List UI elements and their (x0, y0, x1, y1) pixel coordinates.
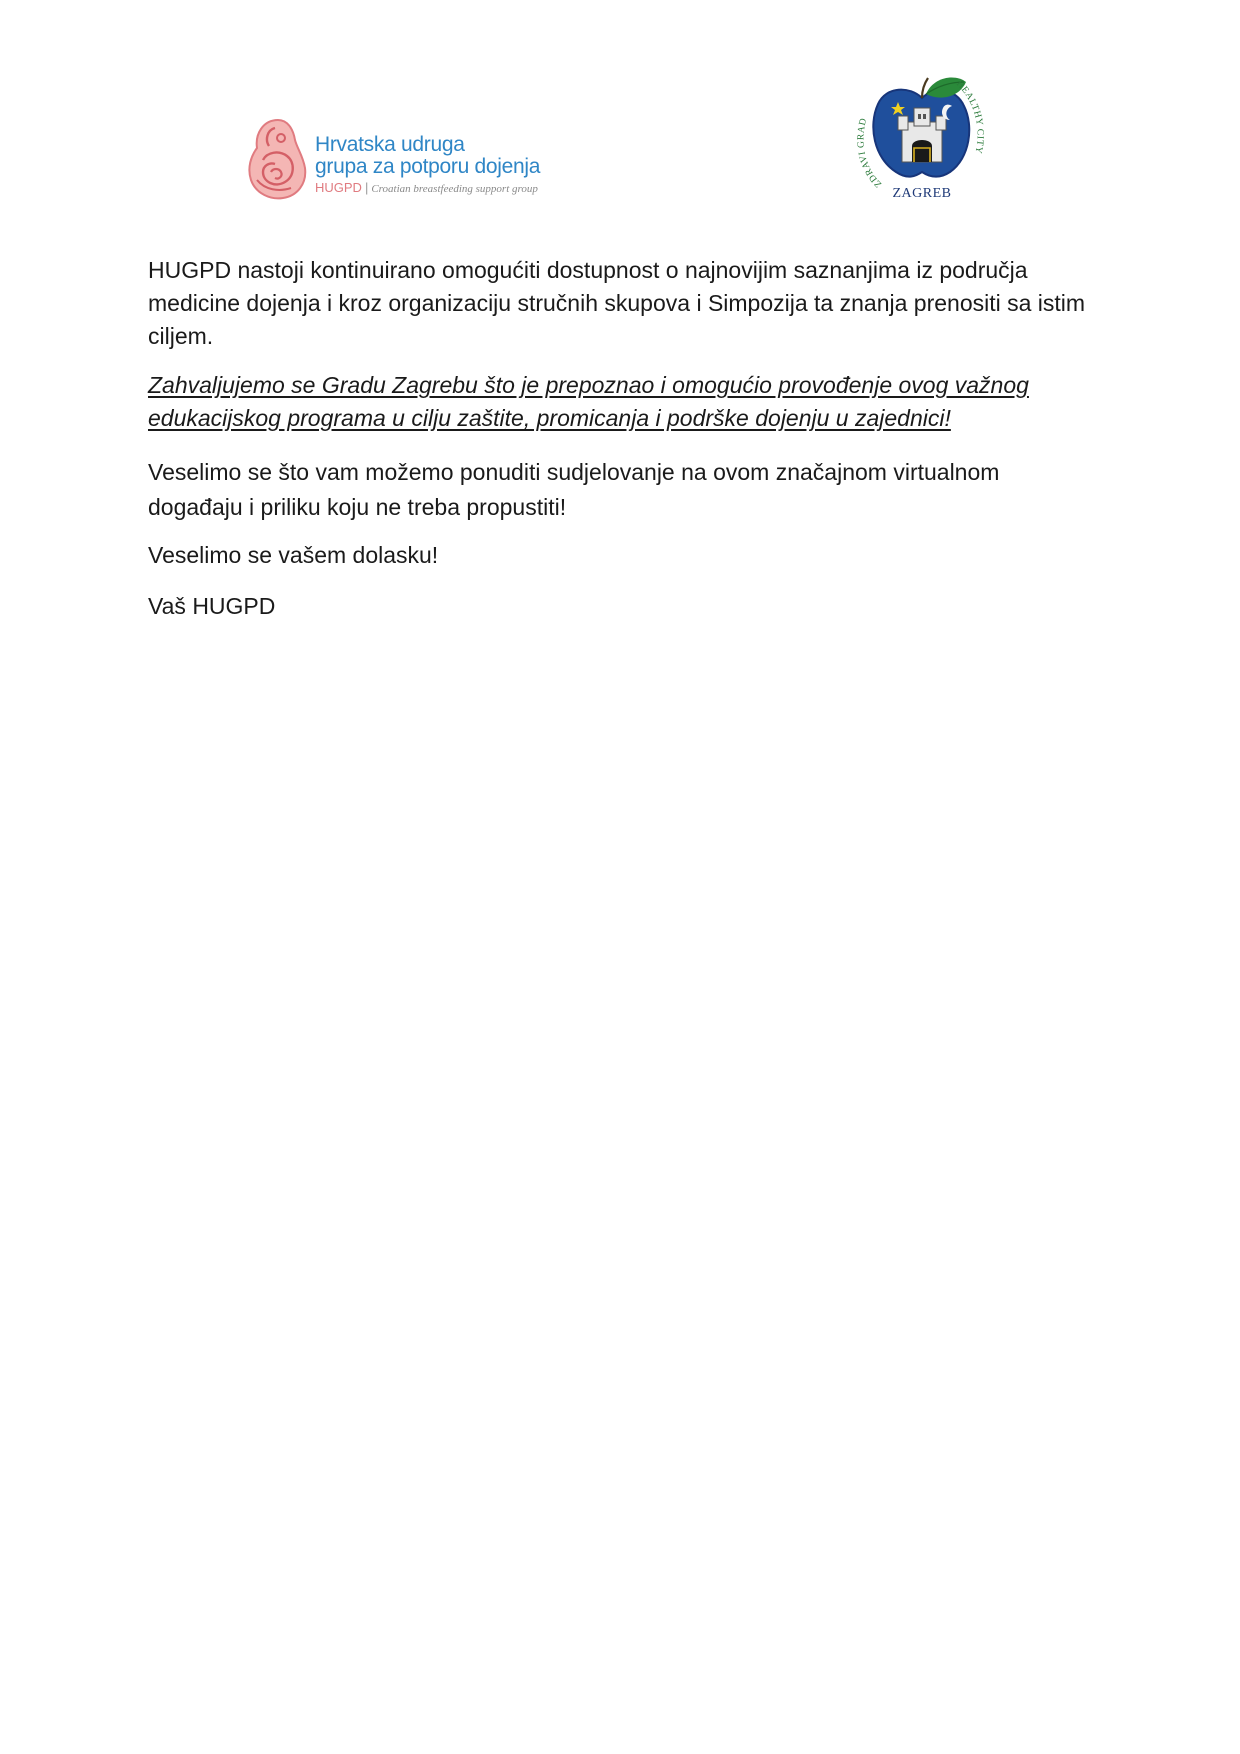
hugpd-logo-text (315, 134, 540, 197)
logo-title-line-1: Hrvatska udruga (315, 133, 465, 156)
invitation-paragraph: Veselimo se što vam možemo ponuditi sudjelovanje na ovom značajnom virtualnom događaju i priliku koju ne treba propustiti! (148, 459, 1000, 520)
apple-castle-emblem-icon (852, 72, 992, 192)
hugpd-logo (245, 116, 565, 202)
letter-body (148, 254, 1098, 639)
logo-separator: | (364, 180, 369, 195)
mother-child-logo-icon (245, 116, 311, 202)
welcome-paragraph: Veselimo se vašem dolasku! (148, 542, 439, 568)
logo-english-name: Croatian breastfeeding support group (371, 183, 538, 195)
logo-title-line-2: grupa za potporu dojenja (315, 155, 541, 178)
intro-paragraph: HUGPD nastoji kontinuirano omogućiti dostupnost o najnovijim saznanjima iz područja medicine dojenja i kroz organizaciju stručnih skupova i Simpozija ta znanja prenositi sa istim ciljem. (148, 257, 1086, 349)
logo-abbreviation: HUGPD (315, 180, 362, 195)
signature: Vaš HUGPD (148, 593, 276, 619)
thanks-paragraph: Zahvaljujemo se Gradu Zagrebu što je prepoznao i omogućio provođenje ovog važnog edukacijskog programa u cilju zaštite, promicanja i podrške dojenju u zajednici! (148, 372, 1029, 431)
zagreb-healthy-city-logo (852, 72, 992, 208)
zagreb-logo-right-arc-text: HEALTHY CITY (953, 79, 985, 155)
zagreb-logo-left-arc-text: ZDRAVI GRAD (856, 117, 885, 189)
logo-subtitle (315, 180, 540, 197)
zagreb-logo-city-name: ZAGREB (892, 186, 952, 201)
